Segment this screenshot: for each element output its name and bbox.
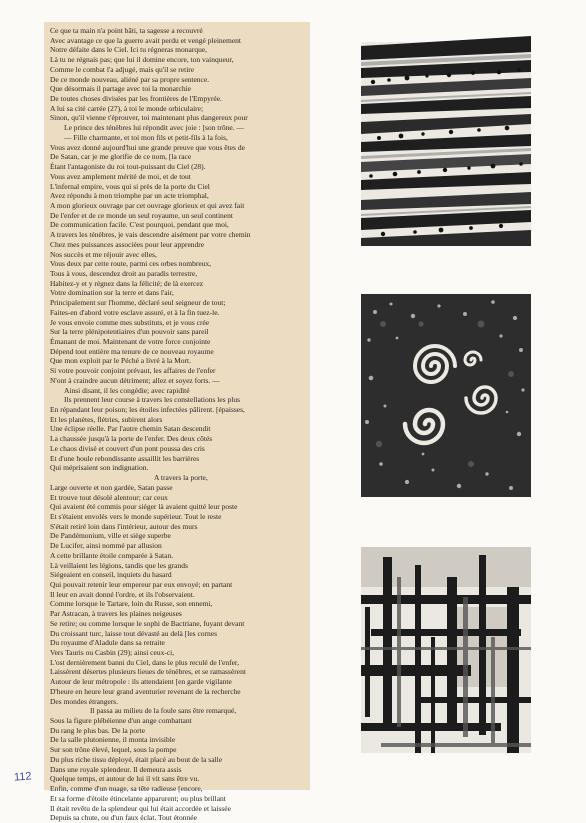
text-line: Dans une royale splendeur. Il demeura assis: [50, 764, 182, 774]
text-line: Laissèrent désertes plusieurs lieues de ténèbres, et se ramassèrent: [50, 667, 246, 677]
text-line: Comme lorsque le Tartare, loin du Russe, son ennemi,: [50, 599, 213, 609]
text-line: Du royaume d'Aladule dans sa retraite: [50, 638, 165, 648]
text-line: Et d'une houle rebondissante assaillit les barrières: [50, 453, 200, 463]
text-line: A travers la porte,: [154, 473, 208, 483]
text-line: Avez répondu à mon triomphe par un acte triomphal,: [50, 191, 209, 201]
text-line: Il était revêtu de la splendeur qui lui était accordée et laissée: [50, 803, 231, 813]
text-line: Le prince des ténèbres lui répondit avec joie : [son trône. —: [64, 123, 244, 133]
text-line: Des mondes étrangers.: [50, 696, 119, 706]
text-line: De ce monde nouveau, aliéné par sa propre sentence.: [50, 74, 210, 84]
text-line: De Lucifer, ainsi nommé par allusion: [50, 541, 162, 551]
text-line: Du rang le plus bas. De la porte: [50, 725, 145, 735]
text-line: Ce que ta main n'a point bâti, ta sagesse a recouvré: [50, 26, 203, 35]
text-line: Du plus riche tissu déployé, était placé au bout de la salle: [50, 754, 223, 764]
text-line: L'ost dernièrement banni du Ciel, dans le plus reculé de l'enfer,: [50, 657, 240, 667]
text-line: Quelque temps, et autour de lui il vit sans être vu.: [50, 774, 200, 784]
text-line: A travers les ténèbres, je vais descendre aisément par votre chemin: [50, 230, 251, 240]
text-line: En répandant leur poison; les étoiles infectées pâlirent. [épaisses,: [50, 405, 245, 415]
page-number: 112: [13, 770, 32, 784]
text-line: Large ouverte et non gardée, Satan passe: [50, 482, 173, 492]
text-line: Chez mes puissances associées pour leur apprendre: [50, 239, 205, 249]
text-line: Avec avantage ce que la guerre avait perdu et vengé pleinement: [50, 35, 242, 45]
text-line: Et s'étaient envolés vers le monde supérieur. Tout le reste: [50, 511, 222, 521]
text-line: D'heure en heure leur grand aventurier revenant de la recherche: [50, 686, 241, 696]
text-line: Ainsi disant, il les congédie; avec rapidité: [64, 385, 190, 395]
text-line: Nos succès et me réjouir avec elles,: [50, 249, 157, 259]
text-line: Principalement sur l'homme, déclaré seul seigneur de tout;: [50, 298, 226, 308]
illustration-streaks: [361, 42, 531, 246]
text-line: Qui avaient été commis pour siéger là avaient quitté leur poste: [50, 502, 238, 512]
text-line: Et trouve tout désolé alentour; car ceux: [50, 492, 168, 502]
text-line: De Pandémonium, ville et siège superbe: [50, 531, 171, 541]
poem-text: [44, 22, 310, 823]
text-line: L'infernal empire, vous qui si près de la porte du Ciel: [50, 181, 210, 191]
text-line: Depuis sa chute, ou d'un faux éclat. Tout étonnée: [50, 813, 197, 823]
illustration-spirals: [361, 294, 531, 497]
text-line: Sur son trône élevé, lequel, sous la pompe: [50, 745, 177, 755]
text-line: De toutes choses divisées par les frontières de l'Empyrée.: [50, 94, 222, 104]
text-line: De l'enfer et de ce monde un seul royaume, un seul continent: [50, 210, 233, 220]
text-line: Sinon, qu'il vienne t'éprouver, toi maintenant plus dangereux pour: [50, 113, 248, 123]
text-line: A cette brillante étoile comparée à Satan.: [50, 550, 174, 560]
text-line: Le chaos divisé et couvert d'un pont poussa des cris: [50, 443, 205, 453]
text-column: [44, 22, 310, 823]
text-line: Qui méprisaient son indignation.: [50, 463, 149, 473]
text-line: Sur la terre plénipotentiaires d'un pouvoir sans pareil: [50, 327, 209, 337]
text-line: Enfin, comme d'un nuage, sa tête radieuse [encore,: [50, 784, 203, 794]
text-line: Du croissant turc, laisse tout dévasté au delà [les cornes: [50, 628, 218, 638]
text-line: Faites-en d'abord votre esclave assuré, et à la fin tuez-le.: [50, 307, 220, 317]
illustration-bars: [361, 547, 531, 753]
text-line: Émanant de moi. Maintenant de votre force conjointe: [50, 337, 211, 346]
text-line: Là tu ne régnais pas; que lui il domine encore, ton vainqueur,: [50, 55, 234, 65]
text-line: Il leur en avait donné l'ordre, et ils l'observaient.: [50, 589, 195, 599]
text-line: Je vous envoie comme mes substituts, et je vous crée: [50, 317, 210, 327]
text-line: Que mon exploit par le Péché a livré à la Mort.: [50, 356, 191, 366]
text-line: Comme le combat l'a adjugé, mais qu'il se retire: [50, 64, 195, 74]
text-line: Dépend tout entière ma tenure de ce nouveau royaume: [50, 346, 214, 356]
text-line: Une éclipse réelle. Par l'autre chemin Satan descendit: [50, 424, 211, 434]
text-line: Notre défaite dans le Ciel. Ici tu régneras monarque,: [50, 45, 208, 55]
text-line: Autour de leur métropole : ils attendaient [en garde vigilante: [50, 677, 232, 687]
text-line: De Satan, car je me glorifie de ce nom, [la race: [50, 152, 192, 162]
text-line: Que désormais il partage avec toi la monarchie: [50, 84, 191, 94]
text-line: Habitez-y et y régnez dans la félicité; de là exercez: [50, 278, 204, 288]
text-line: A lui sa cité carrée (27), à toi le monde orbiculaire;: [50, 103, 204, 113]
text-line: De la salle plutonienne, il monta invisible: [50, 735, 176, 745]
text-line: S'était retiré loin dans l'intérieur, autour des murs: [50, 521, 198, 531]
text-line: Et sa forme d'étoile étincelante apparurent; ou plus brillant: [50, 793, 226, 803]
text-line: Étant l'antagoniste du roi tout-puissant du Ciel (28).: [50, 162, 206, 172]
text-line: Qui pouvait retenir leur empereur par eux envoyé; en partant: [50, 579, 233, 589]
text-line: Si votre pouvoir conjoint prévaut, les affaires de l'enfer: [50, 366, 216, 376]
text-line: Vous deux par cette route, parmi ces orbes nombreux,: [50, 259, 212, 269]
text-line: Vous avez donné aujourd'hui une grande preuve que vous êtes de: [50, 142, 245, 152]
text-line: Ils prennent leur course à travers les constellations les plus: [64, 395, 240, 405]
text-line: Par Astracan, à travers les plaines neigeuses: [50, 609, 182, 619]
text-line: A mon glorieux ouvrage par cet ouvrage glorieux et qui avez fait: [50, 200, 245, 210]
text-line: Sous la figure plébéienne d'un ange combattant: [50, 716, 192, 726]
text-line: Siégeaient en conseil, inquiets du hasard: [50, 570, 172, 580]
text-line: La chaussée jusqu'à la porte de l'enfer. Des deux côtés: [50, 434, 213, 444]
text-line: Et les planètes, flétries, subirent alors: [50, 414, 163, 424]
text-line: — Fille charmante, et toi mon fils et petit-fils à la fois,: [64, 132, 228, 142]
text-line: Il passa au milieu de la foule sans être remarqué,: [90, 706, 237, 716]
text-line: Tous à vous, descendez droit au paradis terrestre,: [50, 268, 198, 278]
text-line: Se retire; ou comme lorsque le sophi de Bactriane, fuyant devant: [50, 618, 245, 628]
text-line: Vous avez amplement mérité de moi, et de tout: [50, 171, 191, 181]
text-line: Là veillaient les légions, tandis que les grands: [50, 560, 188, 570]
text-line: De communication facile. C'est pourquoi, pendant que moi,: [50, 220, 229, 230]
text-line: Vers Tauris ou Casbin (29); ainsi ceux-ci,: [50, 648, 175, 657]
text-line: N'ont à craindre aucun détriment; allez et soyez forts. —: [50, 375, 220, 385]
text-line: Votre domination sur la terre et dans l'air,: [50, 288, 174, 298]
